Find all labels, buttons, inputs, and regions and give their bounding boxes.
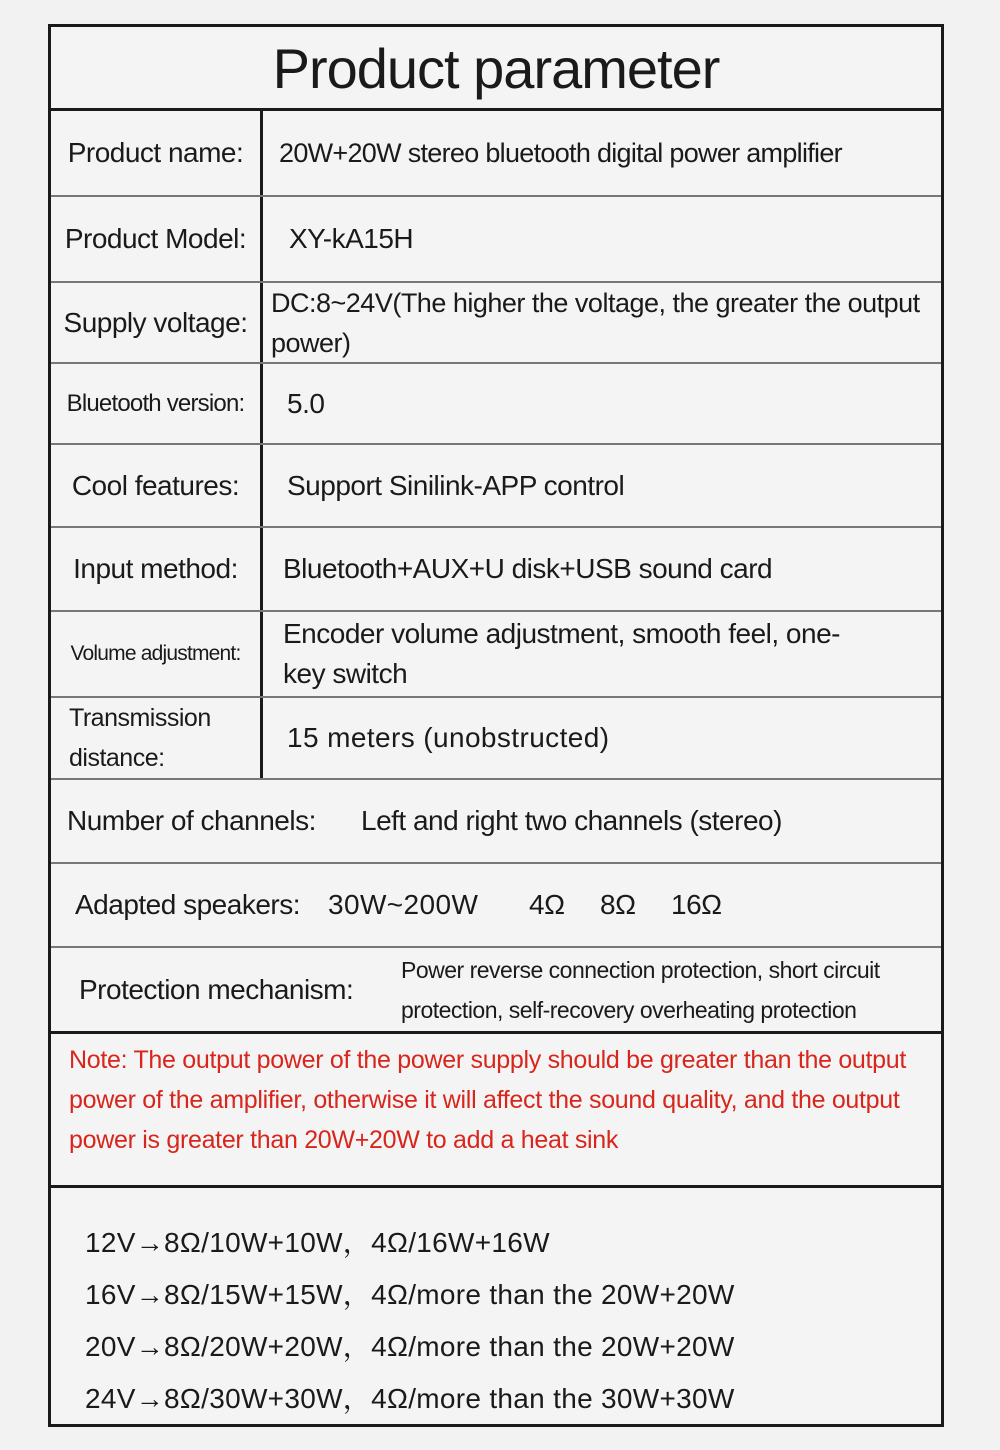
- row-label-product-name: Product name:: [67, 137, 244, 168]
- page-title: Product parameter: [272, 36, 720, 100]
- row-value-volume-adjustment: Encoder volume adjustment, smooth feel, one-key switch: [283, 618, 840, 689]
- spec-line: 16V→8Ω/15W+15W，4Ω/more than the 20W+20W: [85, 1279, 735, 1310]
- spec-line: 12V→8Ω/10W+10W，4Ω/16W+16W: [85, 1227, 550, 1258]
- row-value-transmission-distance: 15 meters (unobstructed): [287, 722, 610, 753]
- speakers-impedance: 16Ω: [671, 889, 722, 920]
- parameter-table: [48, 24, 944, 1427]
- speakers-power: 30W~200W: [328, 889, 479, 920]
- spec-line: 20V→8Ω/20W+20W，4Ω/more than the 20W+20W: [85, 1331, 735, 1362]
- row-label-cool-features: Cool features:: [71, 469, 240, 501]
- row-value-product-name: 20W+20W stereo bluetooth digital power amplifier: [279, 138, 842, 168]
- row-label-input-method: Input method:: [73, 553, 238, 584]
- spec-line: 24V→8Ω/30W+30W，4Ω/more than the 30W+30W: [85, 1383, 735, 1414]
- protection-value: Power reverse connection protection, short circuit protection, self-recovery overheating protection: [401, 956, 880, 1023]
- row-label-transmission-distance: Transmission distance:: [69, 704, 211, 772]
- row-value-product-model: XY-kA15H: [289, 223, 414, 254]
- row-value-cool-features: Support Sinilink-APP control: [287, 469, 625, 501]
- channels-value: Left and right two channels (stereo): [361, 805, 782, 836]
- divider: [51, 1185, 941, 1188]
- channels-label: Number of channels:: [67, 805, 316, 836]
- protection-label: Protection mechanism:: [79, 973, 354, 1005]
- row-value-input-method: Bluetooth+AUX+U disk+USB sound card: [283, 553, 773, 584]
- speakers-label: Adapted speakers:: [75, 889, 300, 920]
- speakers-impedance: 4Ω: [529, 889, 565, 920]
- speakers-impedance: 8Ω: [600, 889, 636, 920]
- row-label-bluetooth-version: Bluetooth version:: [66, 389, 245, 417]
- row-value-supply-voltage: DC:8~24V(The higher the voltage, the greater the output power): [271, 287, 920, 358]
- note-text: Note: The output power of the power supply should be greater than the output power of the amplifier, otherwise it will affect the sound quality, and the output power is greater than 20W+20W to add a heat sink: [69, 1046, 907, 1154]
- row-label-supply-voltage: Supply voltage:: [63, 306, 248, 338]
- output-power-specs: [85, 1217, 925, 1425]
- row-label-product-model: Product Model:: [64, 223, 247, 254]
- row-value-bluetooth-version: 5.0: [287, 387, 325, 419]
- divider: [51, 1031, 941, 1034]
- row-label-volume-adjustment: Volume adjustment:: [70, 642, 241, 665]
